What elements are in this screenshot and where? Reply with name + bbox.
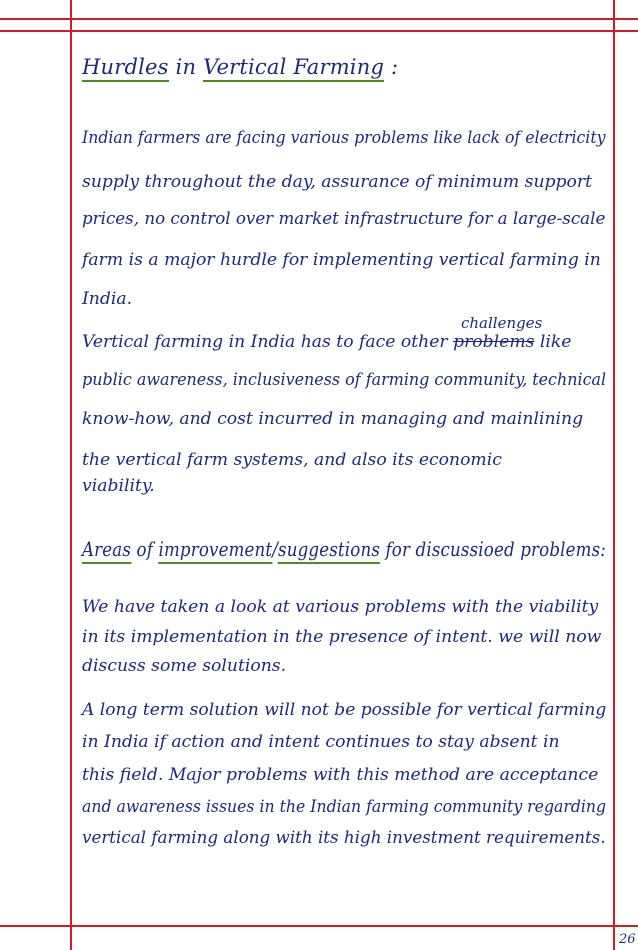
heading2-improvement: improvement: [158, 538, 272, 564]
para1-line: Indian farmers are facing various problems like lack of electricity: [82, 128, 606, 148]
right-margin-line: [613, 0, 615, 950]
para2-line: viability.: [82, 476, 155, 496]
inserted-correction: challenges: [461, 314, 543, 332]
para4-line: vertical farming along with its high investment requirements.: [82, 828, 606, 848]
bottom-margin-line: [0, 925, 638, 927]
left-margin-line: [70, 0, 72, 950]
top-margin-line-inner: [0, 30, 638, 32]
heading2-areas: Areas: [82, 538, 131, 564]
page-number: 26: [619, 932, 636, 947]
para1-line: farm is a major hurdle for implementing vertical farming in: [82, 250, 601, 270]
para1-line: prices, no control over market infrastructure for a large-scale: [82, 209, 606, 229]
para4-line: this field. Major problems with this method are acceptance: [82, 765, 599, 785]
para2-line: the vertical farm systems, and also its economic: [82, 450, 502, 470]
para2-first-line: [82, 332, 571, 352]
para2-line: public awareness, inclusiveness of farming community, technical: [82, 370, 607, 390]
heading1-connector: in: [168, 55, 204, 79]
heading2-of: of: [131, 538, 159, 561]
heading-areas-of-improvement: [82, 538, 606, 561]
heading1-vertical-farming: Vertical Farming: [203, 55, 384, 82]
para4-line: in India if action and intent continues to stay absent in: [82, 732, 560, 752]
heading1-colon: :: [384, 55, 399, 79]
para2-line1-before: Vertical farming in India has to face other: [82, 332, 454, 352]
heading2-rest: for discussioed problems:: [380, 538, 607, 561]
para1-line: India.: [82, 289, 133, 309]
para3-line: We have taken a look at various problems with the viability: [82, 597, 599, 617]
para4-line: A long term solution will not be possible for vertical farming: [82, 700, 607, 720]
heading-hurdles: [82, 55, 398, 79]
heading2-suggestions: suggestions: [278, 538, 380, 564]
heading2-slash: /: [272, 538, 279, 561]
para1-line: supply throughout the day, assurance of minimum support: [82, 172, 593, 192]
para3-line: in its implementation in the presence of intent. we will now: [82, 627, 602, 647]
heading1-word-hurdles: Hurdles: [82, 55, 169, 82]
para4-line: and awareness issues in the Indian farming community regarding: [82, 797, 607, 817]
struck-word: problems: [453, 332, 535, 352]
para2-line1-after: like: [534, 332, 572, 352]
para3-line: discuss some solutions.: [82, 656, 287, 676]
para2-line: know-how, and cost incurred in managing and mainlining: [82, 409, 584, 429]
top-margin-line: [0, 18, 638, 20]
